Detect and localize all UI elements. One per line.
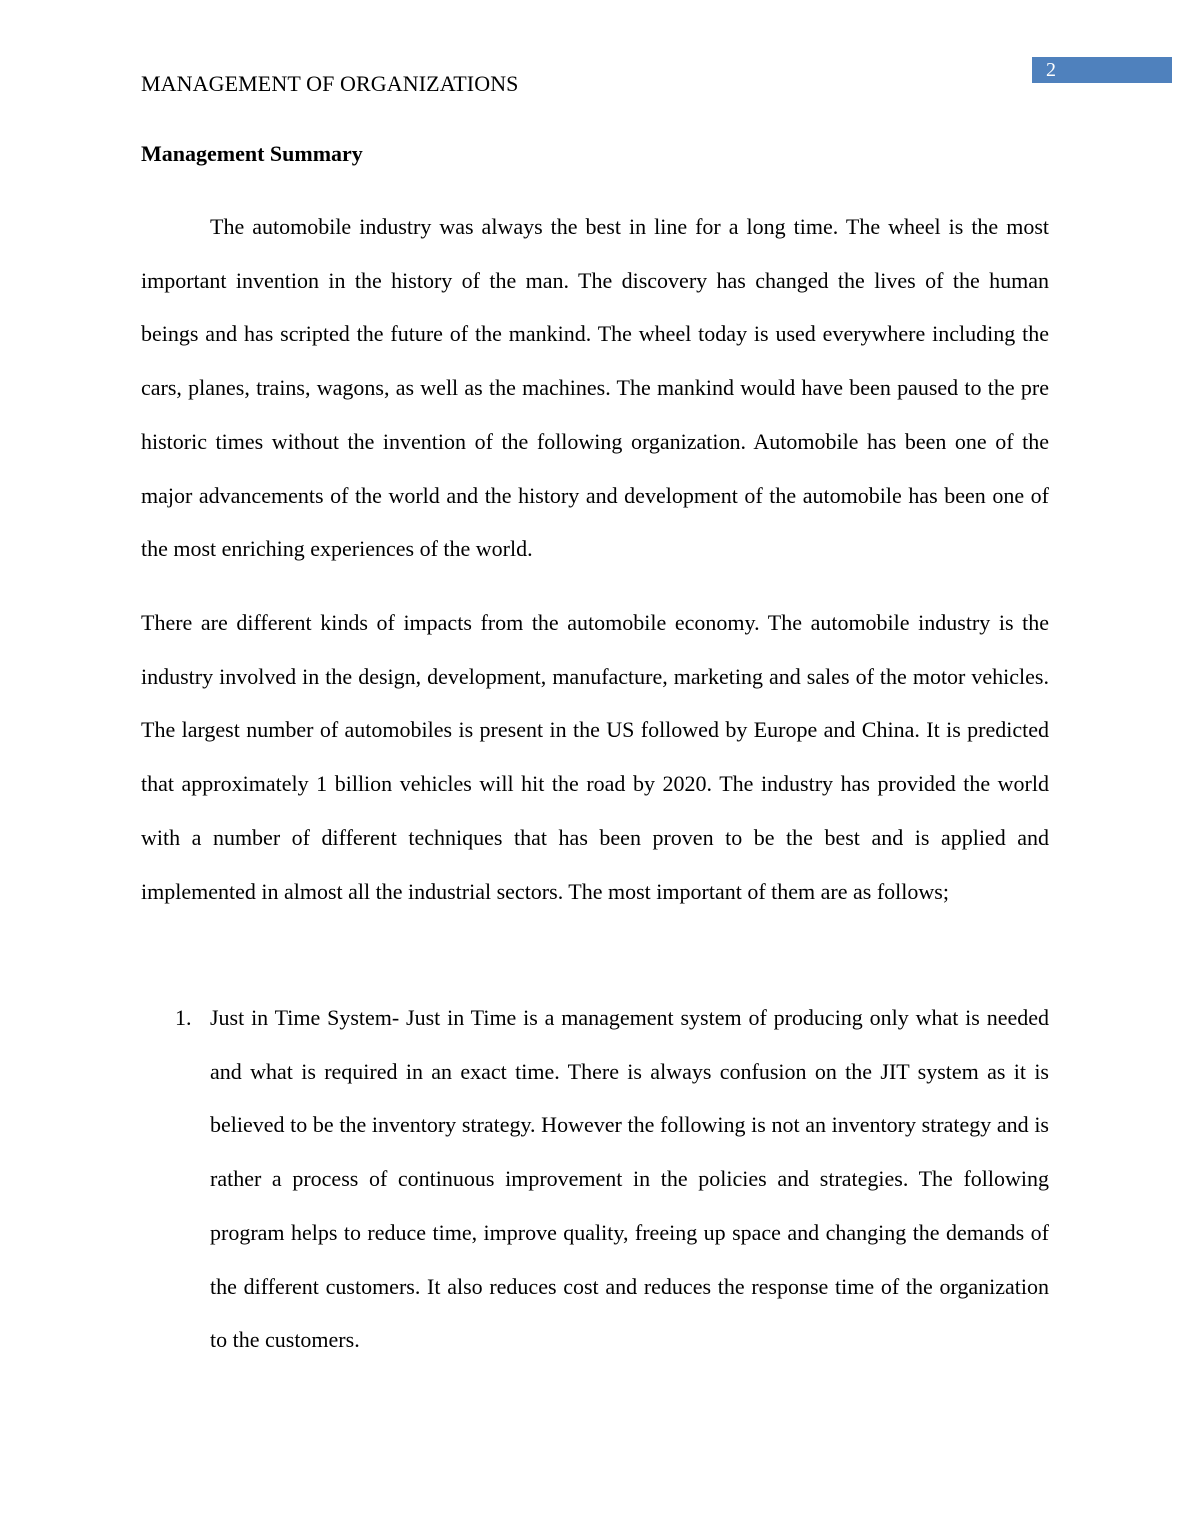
list-item-text: Just in Time System- Just in Time is a management system of producing only what is needed and what is required in an exact time. There is always confusion on the JIT system as it is believed to be the inventory strategy. However the following is not an inventory strategy and is rather a process of continuous improvement in the policies and strategies. The following program helps to reduce time, improve quality, freeing up space and changing the demands of the different customers. It also reduces cost and reduces the response time of the organization to the customers. <box>210 1005 1049 1353</box>
list-item <box>141 991 1049 1367</box>
list-item-number: 1. <box>175 1005 192 1030</box>
body-paragraph-1: The automobile industry was always the best in line for a long time. The wheel is the most important invention in the history of the man. The discovery has changed the lives of the human beings and has scripted the future of the mankind. The wheel today is used everywhere including the cars, planes, trains, wagons, as well as the machines. The mankind would have been paused to the pre historic times without the invention of the following organization. Automobile has been one of the major advancements of the world and the history and development of the automobile has been one of the most enriching experiences of the world. <box>141 214 1049 562</box>
running-head: MANAGEMENT OF ORGANIZATIONS <box>141 71 519 96</box>
numbered-list <box>141 991 1049 1367</box>
page-number: 2 <box>1046 59 1056 81</box>
body-paragraph-2: There are different kinds of impacts from the automobile economy. The automobile industry is the industry involved in the design, development, manufacture, marketing and sales of the motor vehicles. The largest number of automobiles is present in the US followed by Europe and China. It is predicted that approximately 1 billion vehicles will hit the road by 2020. The industry has provided the world with a number of different techniques that has been proven to be the best and is applied and implemented in almost all the industrial sectors. The most important of them are as follows; <box>141 610 1049 904</box>
section-title: Management Summary <box>141 141 363 166</box>
page-number-badge <box>1032 57 1172 83</box>
